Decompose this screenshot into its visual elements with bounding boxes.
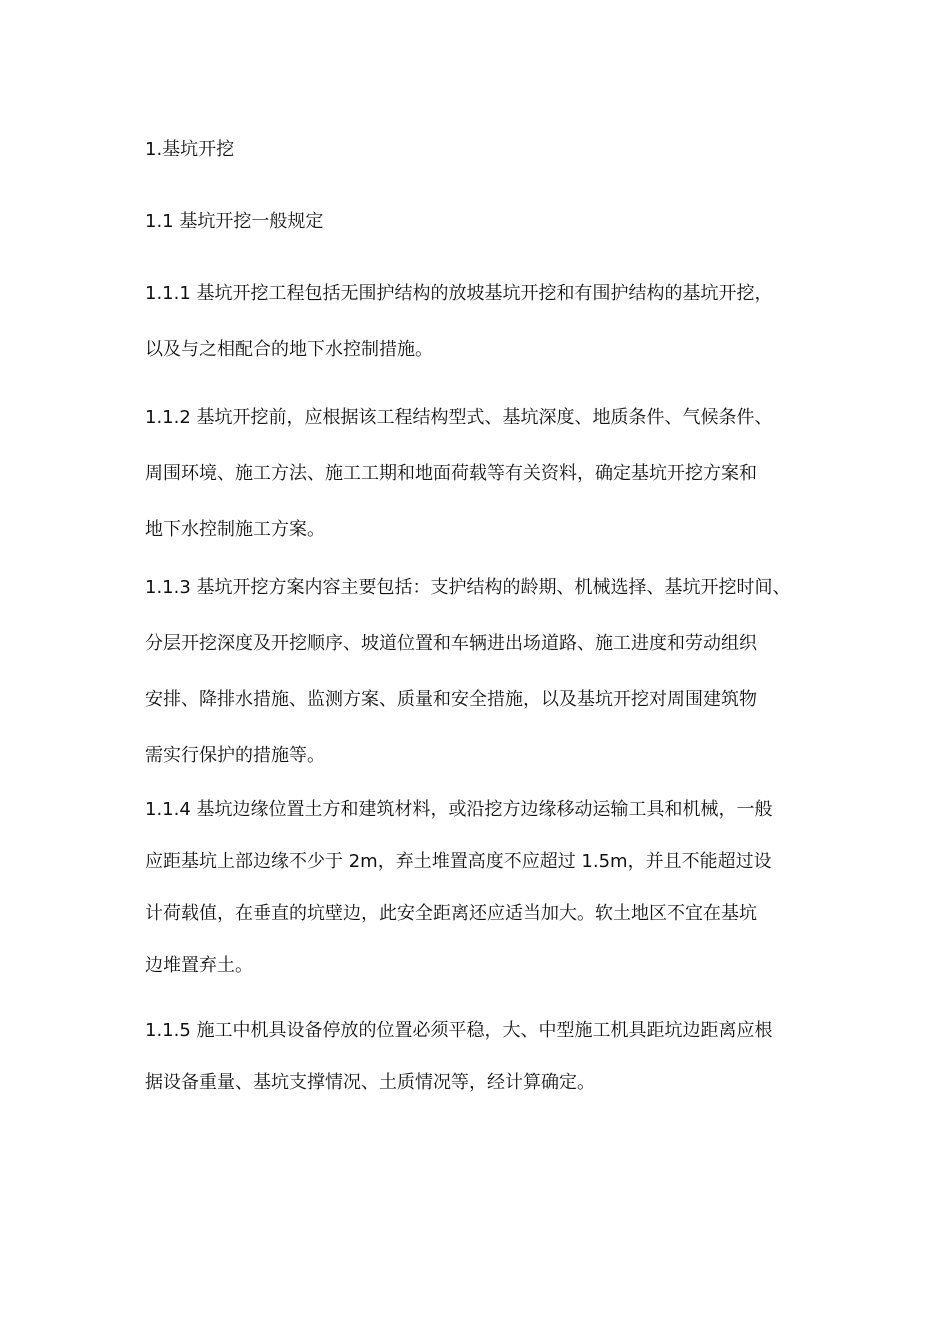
subsection-heading bbox=[145, 210, 845, 234]
paragraph-1-1-5 bbox=[145, 1019, 845, 1095]
paragraph-line: 安排、降排水措施、监测方案、质量和安全措施，以及基坑开挖对周围建筑物 bbox=[145, 689, 757, 710]
paragraph-1-1-3 bbox=[145, 576, 845, 768]
paragraph-line: 1.1.5 施工中机具设备停放的位置必须平稳，大、中型施工机具距坑边距离应根 bbox=[145, 1020, 773, 1041]
paragraph-1-1-4 bbox=[145, 798, 845, 978]
paragraph-line: 周围环境、施工方法、施工工期和地面荷载等有关资料，确定基坑开挖方案和 bbox=[145, 463, 757, 484]
paragraph-line: 1.1.3 基坑开挖方案内容主要包括：支护结构的龄期、机械选择、基坑开挖时间、 bbox=[145, 577, 791, 598]
heading-1: 1.基坑开挖 bbox=[145, 139, 235, 160]
paragraph-line: 计荷载值，在垂直的坑壁边，此安全距离还应适当加大。软土地区不宜在基坑 bbox=[145, 903, 757, 924]
paragraph-line: 1.1.2 基坑开挖前，应根据该工程结构型式、基坑深度、地质条件、气候条件、 bbox=[145, 407, 773, 428]
paragraph-line: 需实行保护的措施等。 bbox=[145, 745, 325, 766]
paragraph-line: 分层开挖深度及开挖顺序、坡道位置和车辆进出场道路、施工进度和劳动组织 bbox=[145, 633, 757, 654]
paragraph-line: 1.1.1 基坑开挖工程包括无围护结构的放坡基坑开挖和有围护结构的基坑开挖， bbox=[145, 283, 773, 304]
paragraph-line: 以及与之相配合的地下水控制措施。 bbox=[145, 339, 433, 360]
paragraph-line: 据设备重量、基坑支撑情况、土质情况等，经计算确定。 bbox=[145, 1072, 595, 1093]
paragraph-line: 1.1.4 基坑边缘位置土方和建筑材料，或沿挖方边缘移动运输工具和机械，一般 bbox=[145, 799, 773, 820]
paragraph-line: 地下水控制施工方案。 bbox=[145, 519, 325, 540]
paragraph-1-1-1 bbox=[145, 282, 845, 362]
section-heading bbox=[145, 138, 845, 162]
heading-1-1: 1.1 基坑开挖一般规定 bbox=[145, 211, 324, 232]
paragraph-line: 边堆置弃土。 bbox=[145, 955, 253, 976]
paragraph-line: 应距基坑上部边缘不少于 2m，弃土堆置高度不应超过 1.5m，并且不能超过设 bbox=[145, 851, 772, 872]
paragraph-1-1-2 bbox=[145, 406, 845, 542]
